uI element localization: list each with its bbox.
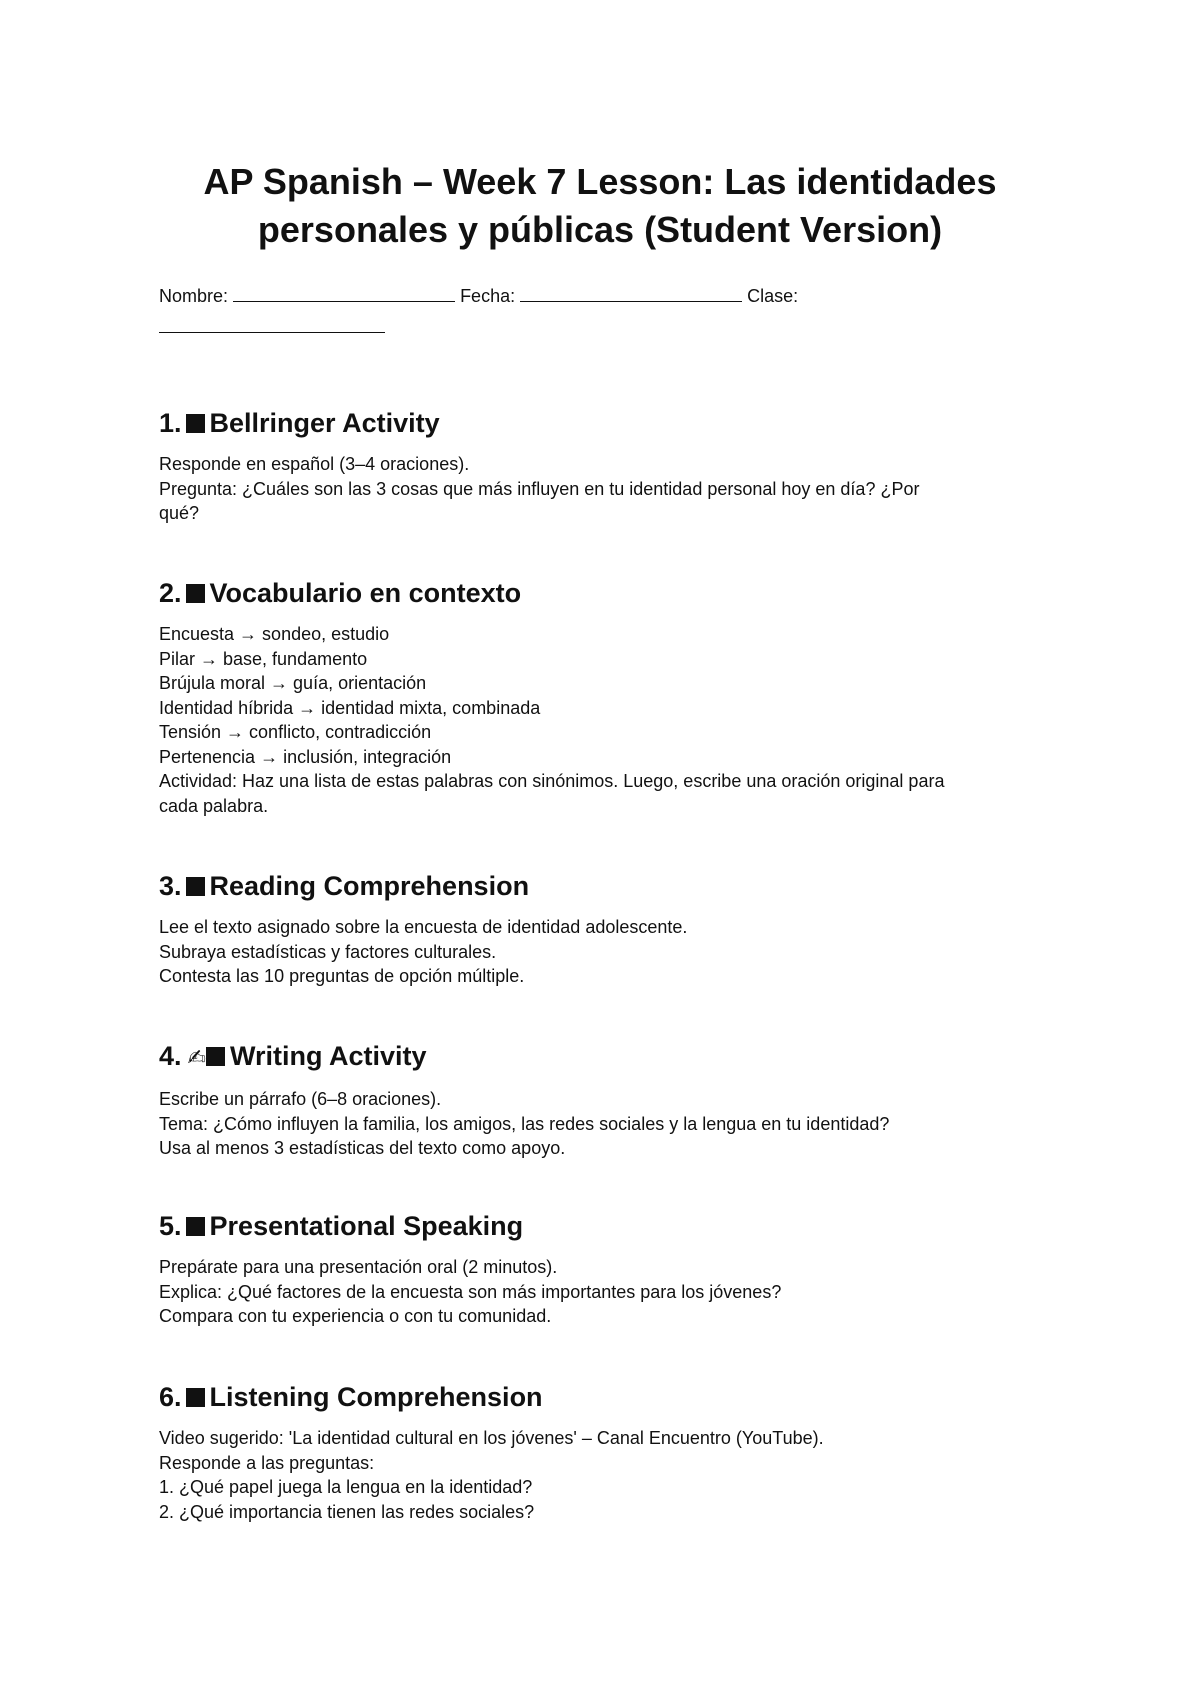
- body-line: Compara con tu experiencia o con tu comunidad.: [159, 1306, 552, 1326]
- black-square-icon: [206, 1047, 225, 1066]
- body-line: 1. ¿Qué papel juega la lengua en la identidad?: [159, 1477, 533, 1497]
- body-line: Lee el texto asignado sobre la encuesta de identidad adolescente.: [159, 917, 688, 937]
- vocab-line: Pilar → base, fundamento: [159, 648, 368, 669]
- section-number: 3.: [159, 871, 182, 901]
- date-blank[interactable]: [520, 284, 742, 302]
- section-body: [159, 1255, 1059, 1329]
- body-line: Explica: ¿Qué factores de la encuesta son más importantes para los jóvenes?: [159, 1281, 782, 1302]
- date-label: Fecha:: [460, 286, 516, 306]
- body-line: Contesta las 10 preguntas de opción múltiple.: [159, 966, 525, 986]
- vocab-line: Brújula moral → guía, orientación: [159, 673, 427, 693]
- body-line: cada palabra.: [159, 795, 269, 816]
- section-bellringer: [159, 406, 1059, 526]
- body-line: Responde a las preguntas:: [159, 1452, 375, 1473]
- body-line: qué?: [159, 503, 200, 523]
- section-body: [159, 915, 1059, 989]
- vocab-line: Identidad híbrida → identidad mixta, combinada: [159, 697, 541, 718]
- student-info-fields: [159, 284, 1059, 338]
- section-title: Presentational Speaking: [209, 1211, 524, 1241]
- section-vocabulario: [159, 576, 1059, 818]
- black-square-icon: [186, 414, 205, 433]
- class-blank[interactable]: [159, 316, 385, 333]
- body-line: Responde en español (3–4 oraciones).: [159, 454, 470, 474]
- section-number: 5.: [159, 1211, 182, 1241]
- black-square-icon: [186, 1388, 205, 1407]
- black-square-icon: [186, 1217, 205, 1236]
- section-writing: [159, 1039, 1059, 1161]
- body-line: Tema: ¿Cómo influyen la familia, los amigos, las redes sociales y la lengua en tu identidad?: [159, 1113, 890, 1134]
- section-listening: [159, 1380, 1059, 1524]
- section-number: 4.: [159, 1041, 182, 1071]
- section-number: 6.: [159, 1382, 182, 1412]
- vocab-line: Encuesta → sondeo, estudio: [159, 624, 390, 644]
- section-title: Bellringer Activity: [209, 408, 440, 438]
- body-line: Subraya estadísticas y factores culturales.: [159, 941, 497, 962]
- section-number: 1.: [159, 408, 182, 438]
- body-line: Video sugerido: 'La identidad cultural en los jóvenes' – Canal Encuentro (YouTube).: [159, 1428, 824, 1448]
- section-title: Vocabulario en contexto: [209, 578, 522, 608]
- section-heading: [159, 1380, 1059, 1414]
- body-line: Pregunta: ¿Cuáles son las 3 cosas que más influyen en tu identidad personal hoy en día? ¿Por: [159, 478, 920, 499]
- black-square-icon: [186, 584, 205, 603]
- section-heading: [159, 869, 1059, 903]
- black-square-icon: [186, 877, 205, 896]
- vocab-line: Pertenencia → inclusión, integración: [159, 746, 452, 767]
- title-line-1: AP Spanish – Week 7 Lesson: Las identidades: [203, 161, 997, 202]
- section-body: [159, 1087, 1059, 1161]
- body-line: Actividad: Haz una lista de estas palabras con sinónimos. Luego, escribe una oración original para: [159, 771, 945, 791]
- writing-hand-icon: ✍: [187, 1045, 206, 1070]
- section-body: [159, 1426, 1059, 1524]
- section-heading: [159, 576, 1059, 610]
- body-line: Prepárate para una presentación oral (2 minutos).: [159, 1257, 558, 1277]
- section-body: [159, 622, 1059, 818]
- section-title: Listening Comprehension: [209, 1382, 543, 1412]
- section-reading: [159, 869, 1059, 989]
- section-title: Reading Comprehension: [209, 871, 530, 901]
- name-label: Nombre:: [159, 286, 229, 306]
- section-title: Writing Activity: [229, 1041, 427, 1071]
- name-blank[interactable]: [233, 284, 455, 302]
- body-line: Escribe un párrafo (6–8 oraciones).: [159, 1089, 442, 1109]
- section-heading: [159, 1209, 1059, 1243]
- page-title: [120, 158, 1080, 254]
- title-line-2: personales y públicas (Student Version): [257, 209, 943, 250]
- class-label: Clase:: [747, 286, 799, 306]
- section-number: 2.: [159, 578, 182, 608]
- body-line: Usa al menos 3 estadísticas del texto como apoyo.: [159, 1138, 566, 1158]
- body-line: 2. ¿Qué importancia tienen las redes sociales?: [159, 1501, 535, 1522]
- section-body: [159, 452, 1059, 526]
- section-heading: [159, 406, 1059, 440]
- section-heading: [159, 1039, 1059, 1075]
- section-speaking: [159, 1209, 1059, 1329]
- vocab-line: Tensión → conflicto, contradicción: [159, 722, 432, 742]
